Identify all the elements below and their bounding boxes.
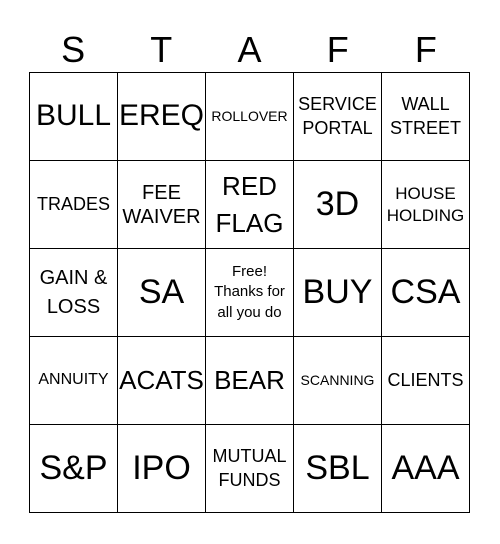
header-letter-t: T	[150, 29, 173, 70]
bingo-cell[interactable]: TRADES	[30, 161, 118, 249]
bingo-cell[interactable]: SA	[118, 249, 206, 337]
bingo-cell[interactable]: IPO	[118, 425, 206, 513]
bingo-cell[interactable]: SBL	[294, 425, 382, 513]
bingo-cell[interactable]: ACATS	[118, 337, 206, 425]
bingo-cell[interactable]: CLIENTS	[382, 337, 470, 425]
bingo-cell[interactable]: SCANNING	[294, 337, 382, 425]
free-space-cell: Free! Thanks for all you do	[206, 249, 294, 337]
bingo-cell[interactable]: AAA	[382, 425, 470, 513]
bingo-cell[interactable]: FEE WAIVER	[118, 161, 206, 249]
bingo-cell[interactable]: RED FLAG	[206, 161, 294, 249]
bingo-cell[interactable]: SERVICE PORTAL	[294, 73, 382, 161]
bingo-cell[interactable]: CSA	[382, 249, 470, 337]
bingo-cell[interactable]: ANNUITY	[30, 337, 118, 425]
bingo-cell[interactable]: 3D	[294, 161, 382, 249]
bingo-cell[interactable]: GAIN & LOSS	[30, 249, 118, 337]
bingo-cell[interactable]: S&P	[30, 425, 118, 513]
bingo-cell[interactable]: EREQ	[118, 73, 206, 161]
bingo-cell[interactable]: BULL	[30, 73, 118, 161]
bingo-board	[29, 72, 470, 513]
bingo-cell[interactable]: ROLLOVER	[206, 73, 294, 161]
header-letter-s: S	[61, 29, 86, 70]
bingo-cell[interactable]: WALL STREET	[382, 73, 470, 161]
header-letter-f2: F	[414, 29, 437, 70]
header-letter-f1: F	[326, 29, 349, 70]
header-letter-a: A	[237, 29, 262, 70]
bingo-cell[interactable]: HOUSE HOLDING	[382, 161, 470, 249]
bingo-cell[interactable]: MUTUAL FUNDS	[206, 425, 294, 513]
bingo-cell[interactable]: BEAR	[206, 337, 294, 425]
bingo-header	[29, 30, 470, 70]
bingo-cell[interactable]: BUY	[294, 249, 382, 337]
